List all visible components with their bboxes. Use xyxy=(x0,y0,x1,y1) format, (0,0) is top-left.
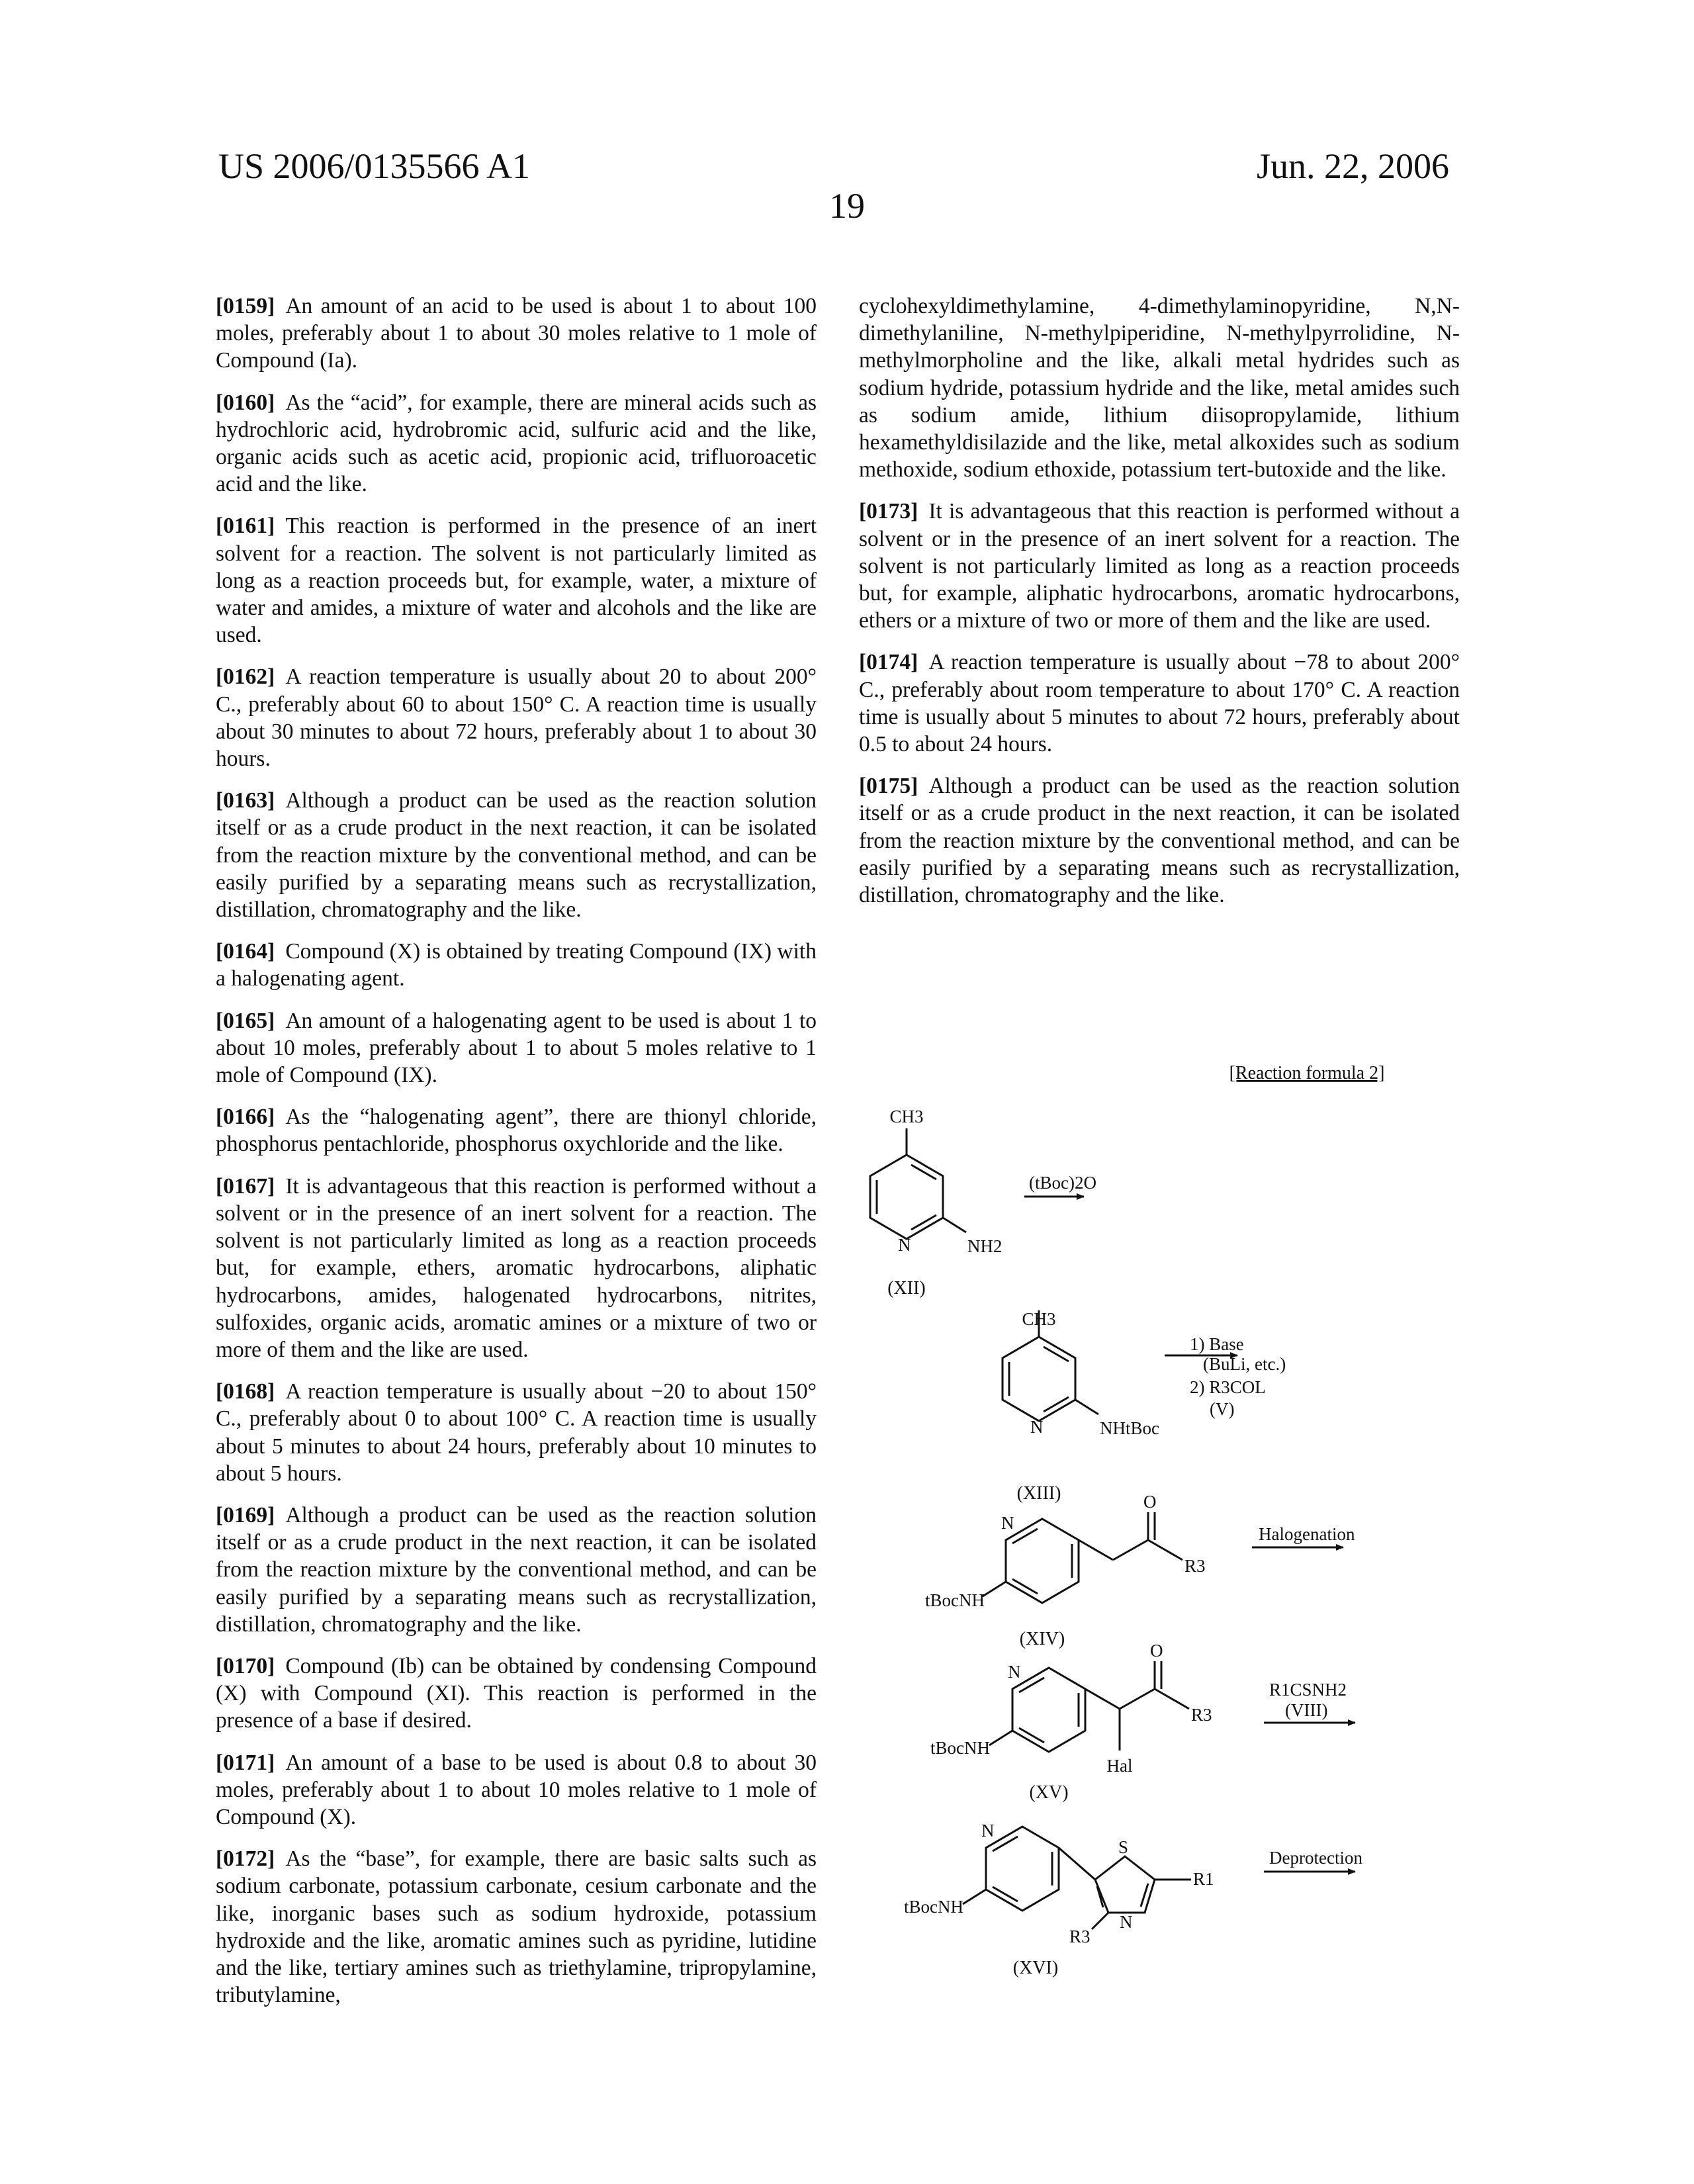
right-column xyxy=(859,293,1460,923)
reaction-arrow-5 xyxy=(1264,1848,1362,1872)
ring-nitrogen: N xyxy=(1030,1417,1044,1437)
compound-xvi xyxy=(904,1821,1214,1978)
publication-date: Jun. 22, 2006 xyxy=(1257,144,1449,188)
paragraph-number: [0161] xyxy=(216,514,275,538)
paragraph xyxy=(216,1173,817,1363)
reagent-label: R1CSNH2 xyxy=(1269,1680,1347,1700)
paragraph xyxy=(216,293,817,375)
carbonyl-oxygen: O xyxy=(1150,1641,1163,1661)
substituent-nhboc: NHtBoc xyxy=(1100,1418,1159,1438)
paragraph-number: [0165] xyxy=(216,1009,275,1033)
carbonyl-oxygen: O xyxy=(1143,1492,1157,1512)
reaction-arrow-2 xyxy=(1165,1334,1286,1419)
substituent-hal: Hal xyxy=(1107,1756,1133,1776)
reagent-label: (tBoc)2O xyxy=(1029,1173,1096,1193)
page-number: 19 xyxy=(0,184,1694,228)
compound-xv xyxy=(930,1641,1212,1803)
compound-label: (XV) xyxy=(1029,1782,1068,1803)
paragraph xyxy=(216,663,817,772)
paragraph-number: [0174] xyxy=(859,650,918,674)
ring-nitrogen: N xyxy=(1001,1513,1014,1533)
paragraph-text: A reaction temperature is usually about −20 to about 150° C., preferably about 0 to about 100° C. A reaction time is usually about 5 minutes to about 24 hours, preferably about 10 minutes to about 5 hours. xyxy=(216,1379,817,1486)
paragraph-text: A reaction temperature is usually about −78 to about 200° C., preferably about room temperature to about 170° C. A reaction time is usually about 5 minutes to about 72 hours, preferably about 0.5 to about 24 hours. xyxy=(859,650,1460,756)
substituent-nh2: NH2 xyxy=(967,1236,1003,1256)
paragraph-text: Compound (X) is obtained by treating Compound (IX) with a halogenating agent. xyxy=(216,939,817,991)
substituent-r3: R3 xyxy=(1191,1705,1212,1725)
compound-label: (XVI) xyxy=(1013,1958,1058,1978)
paragraph xyxy=(859,772,1460,909)
paragraph-number: [0164] xyxy=(216,939,275,964)
substituent-ch3: CH3 xyxy=(1022,1309,1055,1329)
substituent-r3: R3 xyxy=(1069,1927,1091,1946)
paragraph-text: Although a product can be used as the reaction solution itself or as a crude product in the next reaction, it can be isolated from the reaction mixture by the conventional method, and can be easily purified by a separating means such as recrystallization, distillation, chromatography and the like. xyxy=(216,1503,817,1637)
ring-nitrogen: N xyxy=(898,1235,911,1255)
paragraph-number: [0167] xyxy=(216,1174,275,1199)
paragraph xyxy=(216,938,817,992)
compound-xiii xyxy=(1003,1309,1159,1504)
paragraph-text: It is advantageous that this reaction is performed without a solvent or in the presence of an inert solvent for a reaction. The solvent is not particularly limited as long as a reaction proceeds but, for example, ethers, aromatic hydrocarbons, aliphatic hydrocarbons, amides, halogenated hydrocarbons, nitrites, sulfoxides, organic acids, aromatic amines or a mixture of two or more of them and the like are used. xyxy=(216,1174,817,1362)
paragraph-number: [0169] xyxy=(216,1503,275,1527)
substituent-bocnh: tBocNH xyxy=(930,1738,990,1758)
compound-label: (XII) xyxy=(887,1278,926,1298)
paragraph-text: A reaction temperature is usually about 20 to about 200° C., preferably about 60 to about 150° C. A reaction time is usually about 30 minutes to about 72 hours, preferably about 1 to about 30 hours. xyxy=(216,664,817,771)
paragraph xyxy=(216,1502,817,1638)
paragraph xyxy=(216,787,817,923)
paragraph xyxy=(216,1007,817,1089)
substituent-r1: R1 xyxy=(1193,1869,1214,1889)
paragraph-text: An amount of a halogenating agent to be used is about 1 to about 10 moles, preferably about 1 to about 5 moles relative to 1 mole of Compound (IX). xyxy=(216,1009,817,1087)
paragraph-number: [0166] xyxy=(216,1105,275,1129)
substituent-bocnh: tBocNH xyxy=(904,1897,963,1917)
paragraph-number: [0172] xyxy=(216,1846,275,1871)
thiazole-nitrogen: N xyxy=(1120,1912,1133,1932)
scheme-title: [Reaction formula 2] xyxy=(1229,1063,1385,1083)
reaction-arrow-1 xyxy=(1024,1173,1096,1197)
thiazole-sulfur: S xyxy=(1118,1837,1128,1857)
paragraph-number: [0160] xyxy=(216,390,275,415)
paragraph-number: [0159] xyxy=(216,294,275,318)
reagent-line: 1) Base xyxy=(1190,1334,1244,1354)
paragraph-text: An amount of an acid to be used is about 1 to about 100 moles, preferably about 1 to about 30 moles relative to 1 mole of Compound (Ia). xyxy=(216,294,817,373)
reagent-label: Deprotection xyxy=(1269,1848,1362,1868)
ring-nitrogen: N xyxy=(1008,1662,1021,1682)
substituent-bocnh: tBocNH xyxy=(925,1590,985,1610)
paragraph xyxy=(216,389,817,498)
paragraph-text: Although a product can be used as the reaction solution itself or as a crude product in the next reaction, it can be isolated from the reaction mixture by the conventional method, and can be easily purified by a separating means such as recrystallization, distillation, chromatography and the like. xyxy=(859,774,1460,907)
reaction-arrow-4 xyxy=(1264,1680,1355,1723)
substituent-r3: R3 xyxy=(1184,1556,1206,1576)
paragraph-text: As the “halogenating agent”, there are thionyl chloride, phosphorus pentachloride, phosphorus oxychloride and the like. xyxy=(216,1105,817,1156)
compound-label: (XIII) xyxy=(1017,1483,1061,1504)
reagent-line: 2) R3COL xyxy=(1190,1377,1266,1397)
compound-xii xyxy=(870,1107,1003,1298)
reagent-label: Halogenation xyxy=(1259,1524,1355,1544)
paragraph-text: An amount of a base to be used is about 0.8 to about 30 moles, preferably about 1 to about 10 moles relative to 1 mole of Compound (X). xyxy=(216,1751,817,1829)
compound-xiv xyxy=(925,1492,1206,1649)
publication-number: US 2006/0135566 A1 xyxy=(218,144,530,188)
paragraph-text: It is advantageous that this reaction is performed without a solvent or in the presence of an inert solvent for a reaction. The solvent is not particularly limited as long as a reaction proceeds but, for example, aliphatic hydrocarbons, aromatic hydrocarbons, ethers or a mixture of two or more of them and the like are used. xyxy=(859,499,1460,633)
paragraph-text: This reaction is performed in the presence of an inert solvent for a reaction. The solvent is not particularly limited as long as a reaction proceeds but, for example, water, a mixture of water and amides, a mixture of water and alcohols and the like are used. xyxy=(216,514,817,647)
paragraph xyxy=(216,1845,817,2009)
compound-label: (XIV) xyxy=(1020,1629,1065,1649)
paragraph-number: [0163] xyxy=(216,788,275,813)
reagent-label: (VIII) xyxy=(1285,1700,1327,1720)
reagent-line: (V) xyxy=(1210,1399,1234,1419)
paragraph-text: As the “acid”, for example, there are mineral acids such as hydrochloric acid, hydrobromic acid, sulfuric acid and the like, organic acids such as acetic acid, propionic acid, trifluoroacetic acid and the like. xyxy=(216,390,817,497)
paragraph-number: [0170] xyxy=(216,1654,275,1678)
reaction-scheme xyxy=(814,1059,1509,2071)
paragraph-continuation: cyclohexyldimethylamine, 4-dimethylaminopyridine, N,N-dimethylaniline, N-methylpiperidine, N-methylpyrrolidine, N-methylmorpholine and the like, alkali metal hydrides such as sodium hydride, potassium hydride and the like, metal amides such as sodium amide, lithium diisopropylamide, lithium hexamethyldisilazide and the like, metal alkoxides such as sodium methoxide, sodium ethoxide, potassium tert-butoxide and the like. xyxy=(859,293,1460,483)
paragraph xyxy=(216,1378,817,1487)
paragraph xyxy=(216,1653,817,1735)
substituent-ch3: CH3 xyxy=(889,1107,923,1126)
paragraph xyxy=(216,512,817,649)
reagent-line: (BuLi, etc.) xyxy=(1203,1354,1286,1374)
paragraph-text: Although a product can be used as the reaction solution itself or as a crude product in the next reaction, it can be isolated from the reaction mixture by the conventional method, and can be easily purified by a separating means such as recrystallization, distillation, chromatography and the like. xyxy=(216,788,817,922)
left-column xyxy=(216,293,817,2023)
paragraph-number: [0162] xyxy=(216,664,275,689)
paragraph xyxy=(216,1749,817,1831)
paragraph-number: [0175] xyxy=(859,774,918,798)
paragraph-text: Compound (Ib) can be obtained by condensing Compound (X) with Compound (XI). This reaction is performed in the presence of a base if desired. xyxy=(216,1654,817,1733)
ring-nitrogen: N xyxy=(981,1821,995,1841)
paragraph-text: As the “base”, for example, there are basic salts such as sodium carbonate, potassium carbonate, cesium carbonate and the like, inorganic bases such as sodium hydroxide, potassium hydroxide and the like, aromatic amines such as pyridine, lutidine and the like, tertiary amines such as triethylamine, tripropylamine, tributylamine, xyxy=(216,1846,817,2007)
paragraph-number: [0168] xyxy=(216,1379,275,1404)
paragraph-number: [0171] xyxy=(216,1751,275,1775)
paragraph-number: [0173] xyxy=(859,499,918,523)
paragraph xyxy=(216,1103,817,1158)
paragraph xyxy=(859,498,1460,634)
reaction-arrow-3 xyxy=(1252,1524,1355,1547)
paragraph xyxy=(859,649,1460,758)
